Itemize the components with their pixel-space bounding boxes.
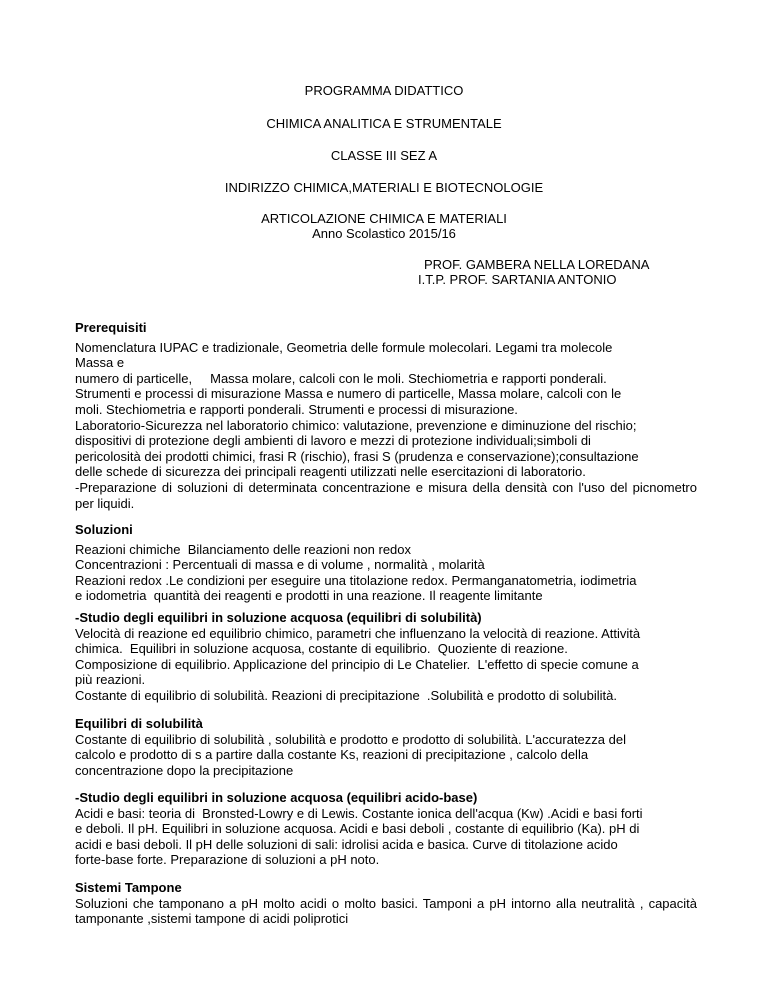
text-line: Acidi e basi: teoria di Bronsted-Lowry e di Lewis. Costante ionica dell'acqua (Kw) .Acidi e basi forti <box>75 805 643 821</box>
section-equilibri-solubilita <box>75 716 697 778</box>
text-line: Composizione di equilibrio. Applicazione del principio di Le Chatelier. L'effetto di specie comune a <box>75 656 639 672</box>
text-line: Concentrazioni : Percentuali di massa e di volume , normalità , molarità <box>75 557 485 573</box>
text-line: dispositivi di protezione degli ambienti di lavoro e mezzi di protezione individuali;simboli di <box>75 433 591 449</box>
articulation-title: ARTICOLAZIONE CHIMICA E MATERIALI <box>261 211 507 226</box>
text-line: Velocità di reazione ed equilibrio chimico, parametri che influenzano la velocità di reazione. Attività <box>75 625 641 641</box>
section-studio-equilibri-solubilita <box>75 610 697 704</box>
text-line: moli. Stechiometria e rapporti ponderali. Strumenti e processi di misurazione. <box>75 401 518 417</box>
text-paragraph: Soluzioni che tamponano a pH molto acidi o molto basici. Tamponi a pH intorno alla neutralità , capacità tamponante ,sistemi tampone di acidi poliprotici <box>75 895 697 927</box>
text-line: Reazioni redox .Le condizioni per eseguire una titolazione redox. Permanganatometria, iodimetria <box>75 572 637 588</box>
text-line: chimica. Equilibri in soluzione acquosa, costante di equilibrio. Quoziente di reazione. <box>75 641 568 657</box>
text-line: numero di particelle, Massa molare, calcoli con le moli. Stechiometria e rapporti ponderali. <box>75 370 607 386</box>
subject-title: CHIMICA ANALITICA E STRUMENTALE <box>266 116 502 131</box>
section-prerequisiti <box>75 320 697 511</box>
section-sistemi-tampone <box>75 880 697 927</box>
text-line: Nomenclatura IUPAC e tradizionale, Geometria delle formule molecolari. Legami tra molecole <box>75 339 613 355</box>
section-title: Prerequisiti <box>75 320 147 335</box>
section-title: -Studio degli equilibri in soluzione acquosa (equilibri acido-base) <box>75 790 478 805</box>
text-line: acidi e basi deboli. Il pH delle soluzioni di sali: idrolisi acida e basica. Curve di titolazione acido <box>75 836 618 852</box>
teacher-prof: PROF. GAMBERA NELLA LOREDANA <box>424 257 650 272</box>
text-line: delle schede di sicurezza dei principali reagenti utilizzati nelle esercitazioni di laboratorio. <box>75 464 586 480</box>
teacher-itp: I.T.P. PROF. SARTANIA ANTONIO <box>418 272 617 287</box>
program-title: PROGRAMMA DIDATTICO <box>304 83 464 98</box>
text-line: pericolosità dei prodotti chimici, frasi R (rischio), frasi S (prudenza e conservazione);consultazione <box>75 448 639 464</box>
section-title: Soluzioni <box>75 522 133 537</box>
text-line: più reazioni. <box>75 672 146 688</box>
section-soluzioni <box>75 522 697 604</box>
section-title: Equilibri di solubilità <box>75 716 203 731</box>
text-line: e deboli. Il pH. Equilibri in soluzione acquosa. Acidi e basi deboli , costante di equilibrio (Ka). pH di <box>75 821 640 837</box>
text-line: Costante di equilibrio di solubilità. Reazioni di precipitazione .Solubilità e prodotto di solubilità. <box>75 687 617 703</box>
text-line: Massa e <box>75 355 125 371</box>
text-line: Reazioni chimiche Bilanciamento delle reazioni non redox <box>75 541 412 557</box>
school-year: Anno Scolastico 2015/16 <box>312 226 456 241</box>
text-line: calcolo e prodotto di s a partire dalla costante Ks, reazioni di precipitazione , calcolo della <box>75 747 589 763</box>
text-paragraph: -Preparazione di soluzioni di determinata concentrazione e misura della densità con l'uso del picnometro per liquidi. <box>75 479 697 511</box>
section-title: Sistemi Tampone <box>75 880 182 895</box>
text-line: Costante di equilibrio di solubilità , solubilità e prodotto e prodotto di solubilità. L'accuratezza del <box>75 731 626 747</box>
text-line: forte-base forte. Preparazione di soluzioni a pH noto. <box>75 852 380 868</box>
class-title: CLASSE III SEZ A <box>330 148 438 163</box>
section-studio-equilibri-acido-base <box>75 790 697 868</box>
text-line: Laboratorio-Sicurezza nel laboratorio chimico: valutazione, prevenzione e diminuzione del rischio; <box>75 417 637 433</box>
text-line: Strumenti e processi di misurazione Massa e numero di particelle, Massa molare, calcoli con le <box>75 386 622 402</box>
text-line: concentrazione dopo la precipitazione <box>75 762 294 778</box>
text-line: e iodometria quantità dei reagenti e prodotti in una reazione. Il reagente limitante <box>75 588 543 604</box>
address-title: INDIRIZZO CHIMICA,MATERIALI E BIOTECNOLOGIE <box>224 180 544 195</box>
section-title: -Studio degli equilibri in soluzione acquosa (equilibri di solubilità) <box>75 610 482 625</box>
